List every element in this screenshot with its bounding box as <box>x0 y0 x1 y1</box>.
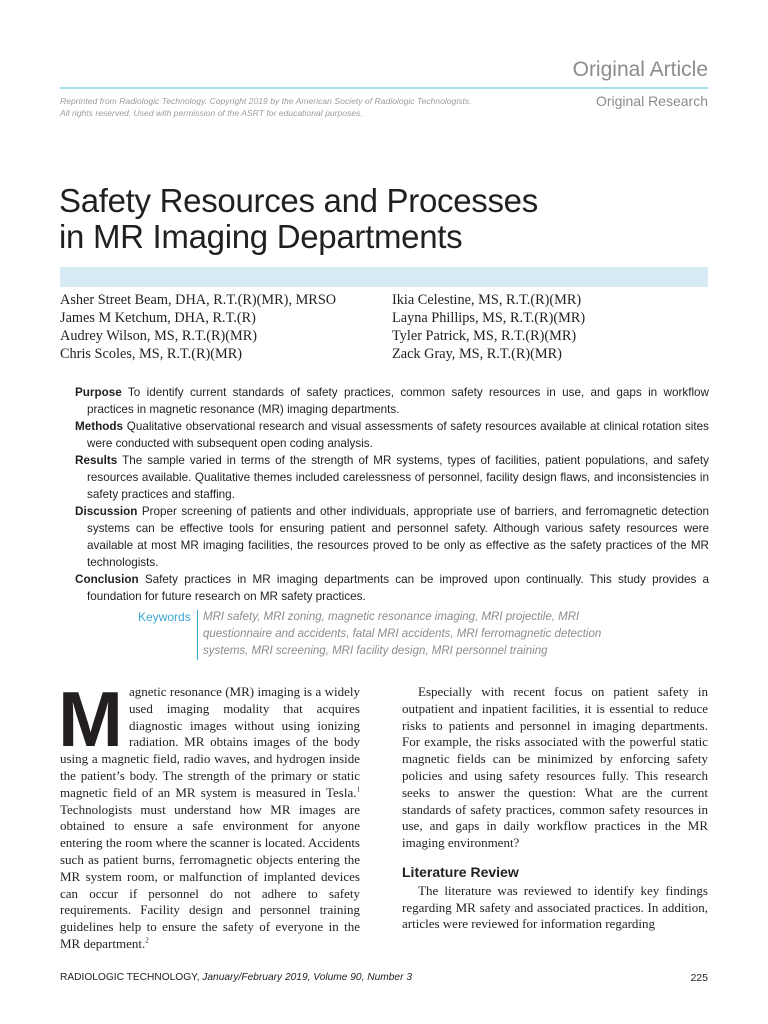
abstract-text: The sample varied in terms of the strength of MR systems, types of facilities, patient populations, and safety resources available. Qualitative themes included carelessness of personnel, facility design flaws, and inconsistencies in safety practices and staffing. <box>87 454 709 501</box>
body-paragraph: The literature was reviewed to identify key findings regarding MR safety and associated practices. In addition, articles were reviewed for information regarding <box>402 882 708 932</box>
body-paragraph <box>58 675 360 953</box>
page-number: 225 <box>690 972 708 984</box>
reprint-line: All rights reserved. Used with permission of the ASRT for educational purposes. <box>60 108 363 118</box>
body-text: Technologists must understand how MR images are obtained to ensure a safe environment for anyone entering the room where the scanner is located. Accidents such as patient burns, ferromagnetic objects entering the MR system room, or malfunction of implanted devices can occur if personnel do not adhere to safety requirements. Facility design and personnel training guidelines help to ensure the safety of everyone in the MR department. <box>60 801 360 951</box>
abstract-heading: Discussion <box>75 505 138 518</box>
author-name: Audrey Wilson, MS, R.T.(R)(MR) <box>60 328 258 344</box>
title-divider-bar <box>60 267 708 287</box>
header-rule <box>60 87 708 89</box>
body-text: agnetic resonance (MR) imaging is a widely used imaging modality that acquires diagnostic images without using ionizing radiation. MR obtains images of the body using a magnetic field, radio waves, and hydrogen inside the patient’s body. The strength of the primary or static magnetic field of an MR system is measured in Tesla. <box>60 684 360 800</box>
abstract-heading: Purpose <box>75 386 122 399</box>
author-name: Layna Phillips, MS, R.T.(R)(MR) <box>392 310 586 326</box>
body-paragraph: Especially with recent focus on patient safety in outpatient and inpatient facilities, it is essential to reduce risks to patients and personnel in imaging departments. For example, the risks associated with the powerful static magnetic fields can be minimized by enforcing safety policies and using safety resources fully. This research seeks to answer the question: What are the current standards of safety practices, common safety resources in use, and gaps in daily workflow practices in the MR imaging environment? <box>402 684 708 851</box>
abstract-text: Safety practices in MR imaging departments can be improved upon continually. This study provides a foundation for future research on MR safety practices. <box>87 573 710 603</box>
abstract-heading: Conclusion <box>75 573 139 586</box>
abstract-heading: Results <box>75 454 118 467</box>
footer-citation <box>60 972 412 983</box>
reference-number: 2 <box>145 936 149 945</box>
subsection-label: Original Research <box>595 93 708 109</box>
abstract-heading: Methods <box>75 420 124 433</box>
journal-name: RADIOLOGIC TECHNOLOGY, <box>60 972 203 983</box>
reprint-line: Reprinted from Radiologic Technology. Copyright 2019 by the American Society of Radiologic Technologists. <box>60 96 472 106</box>
abstract-methods <box>75 418 709 452</box>
author-name: Zack Gray, MS, R.T.(R)(MR) <box>392 346 562 362</box>
title-line: in MR Imaging Departments <box>59 218 463 255</box>
author-list-left <box>60 291 336 363</box>
abstract-conclusion <box>75 571 709 605</box>
keywords-label: Keywords <box>138 610 191 624</box>
title-line: Safety Resources and Processes <box>59 182 538 219</box>
abstract-purpose <box>75 384 709 418</box>
author-name: Tyler Patrick, MS, R.T.(R)(MR) <box>392 328 577 344</box>
author-name: Asher Street Beam, DHA, R.T.(R)(MR), MRSO <box>60 292 337 308</box>
author-name: James M Ketchum, DHA, R.T.(R) <box>60 310 256 326</box>
abstract-discussion <box>75 503 709 571</box>
issue-info: January/February 2019, Volume 90, Number 3 <box>202 972 412 983</box>
keywords-text: MRI safety, MRI zoning, magnetic resonance imaging, MRI projectile, MRI questionnaire and accidents, fatal MRI accidents, MRI ferromagnetic detection systems, MRI screening, MRI facility design, MRI personnel training <box>203 611 602 657</box>
section-label: Original Article <box>572 58 708 81</box>
reference-number: 1 <box>356 785 360 794</box>
body-column-left <box>58 675 360 953</box>
reprint-notice <box>60 95 530 119</box>
abstract-results <box>75 452 709 503</box>
body-column-right <box>402 684 708 933</box>
drop-cap: M <box>58 675 123 763</box>
author-list-right <box>392 291 585 363</box>
keywords-rule <box>197 610 198 660</box>
author-name: Chris Scoles, MS, R.T.(R)(MR) <box>60 346 243 362</box>
author-name: Ikia Celestine, MS, R.T.(R)(MR) <box>392 292 582 308</box>
section-heading: Literature Review <box>402 863 519 880</box>
abstract-text: Proper screening of patients and other individuals, appropriate use of barriers, and ferromagnetic detection systems can be effective tools for ensuring patient and personnel safety. Although various safety resources were available at most MR imaging facilities, the resources proved to be only as effective as the safety practices of the MR technologists. <box>87 505 709 569</box>
abstract <box>75 384 709 605</box>
abstract-text: Qualitative observational research and visual assessments of safety resources available at clinical rotation sites were conducted with subsequent open coding analysis. <box>87 420 709 450</box>
article-title <box>59 183 619 255</box>
abstract-text: To identify current standards of safety practices, common safety resources in use, and gaps in workflow practices in magnetic resonance (MR) imaging departments. <box>87 386 709 416</box>
